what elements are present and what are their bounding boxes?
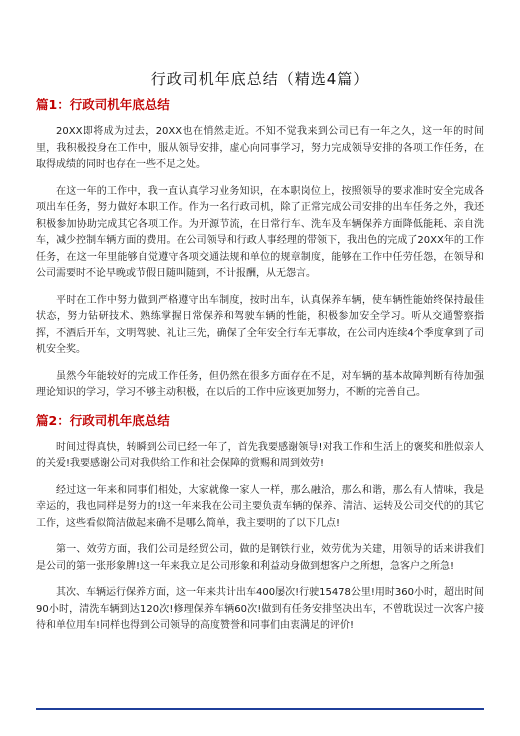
section-1 [36,96,484,402]
paragraph: 其次、车辆运行保养方面，这一年来共计出车400屡次!行驶15478公里!用时360小时，超出时间90小时，清洗车辆到达120次!修理保养车辆60次!做到有任务安排坚决出车，不曾耽误过一次客户接待和单位用车!同样也得到公司领导的高度赞誉和同事们由衷满足的评价! [36,587,485,631]
footer-divider [36,708,484,710]
paragraph: 经过这一年来和同事们相处，大家就像一家人一样，那么融洽，那么和谐，那么有人情味，我是幸运的，我也同样是努力的!这一年来我在公司主要负责车辆的保养、清洁、运转及公司交代的的其它工作，这些看似简洁做起来确不是哪么简单，我主要明的了以下几点! [36,484,484,529]
document-body [36,96,484,645]
section-2 [36,412,484,635]
paragraph: 第一、效劳方面，我们公司是经贸公司，做的是钢铁行业，效劳优为关建，用领导的话来讲我们是公司的第一张形象牌!这一年来我立足公司形象和利益动身做到想客户之所想，急客户之所急! [36,544,484,572]
section-heading: 篇1：行政司机年底总结 [36,97,170,112]
paragraph: 在这一年的工作中，我一直认真学习业务知识，在本职岗位上，按照领导的要求准时安全完成各项出车任务，努力做好本职工作。作为一名行政司机，除了正常完成公司安排的出车任务之外，我还积极参加协助完成其它各项工作。为开源节流，在日常行车、洗车及车辆保养方面降低能耗、亲自洗车，减少控制车辆方面的费用。在公司领导和行政人事经理的带领下，我出色的完成了20XX年的工作任务，在这一年里能够自觉遵守各项交通法规和单位的规章制度，能够在工作中任劳任怨，在领导和公司需要时不论早晚或节假日随叫随到，不计报酬，从无怨言。 [36,185,484,279]
document-title: 行政司机年底总结（精选4篇） [150,70,370,88]
paragraph: 平时在工作中努力做到严格遵守出车制度，按时出车，认真保养车辆，使车辆性能始终保持最佳状态，努力钻研技术、熟练掌握日常保养和驾驶车辆的性能，积极参加安全学习。听从交通警察指挥，不酒后开车，文明驾驶、礼让三先，确保了全年安全行车无事故，在公司内连续4个季度拿到了司机安全奖。 [36,294,484,355]
section-heading: 篇2：行政司机年底总结 [36,412,170,428]
paragraph: 虽然今年能较好的完成工作任务，但仍然在很多方面存在不足，对车辆的基本故障判断有待加强理论知识的学习，学习不够主动积极，在以后的工作中应该更加努力，不断的完善自己。 [36,370,484,398]
paragraph: 20XX即将成为过去，20XX也在悄然走近。不知不觉我来到公司已有一年之久，这一年的时间里，我积极投身在工作中，服从领导安排，虚心向同事学习，努力完成领导安排的各项工作任务，在取得成绩的同时也存在一些不足之处。 [36,126,484,170]
paragraph: 时间过得真快，转瞬到公司已经一年了，首先我要感谢领导!对我工作和生活上的褒奖和胜似亲人的关爱!我要感谢公司对我供给工作和社会保障的赏赐和周到效劳! [36,441,484,469]
